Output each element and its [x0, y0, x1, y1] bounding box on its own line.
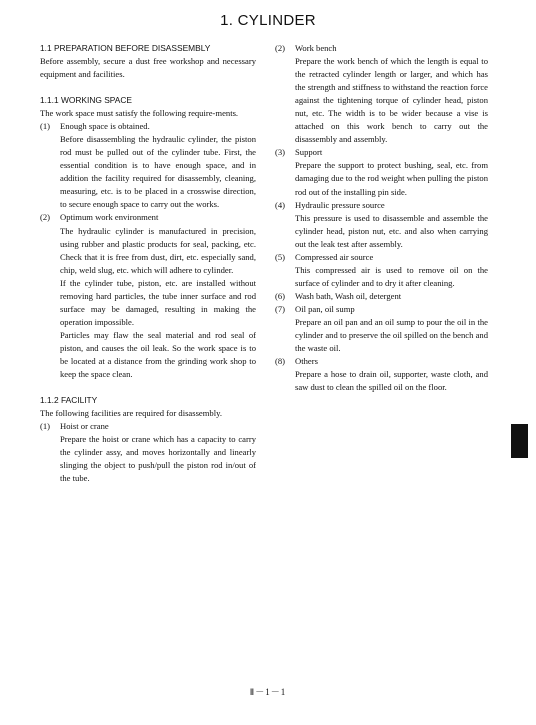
item-number: (3)	[275, 147, 286, 158]
item-title: Others	[295, 356, 318, 367]
item-title: Enough space is obtained.	[60, 121, 150, 132]
item-text: This pressure is used to disassemble and assemble the cylinder head, piston nut, etc. and also when carrying out the leak test after assembly.	[295, 212, 488, 249]
list-item-support	[275, 146, 488, 198]
list-item-compressed-air	[275, 251, 488, 290]
item-number: (1)	[40, 121, 51, 132]
list-item-hoist	[40, 420, 256, 485]
item-number: (8)	[275, 356, 286, 367]
item-text: Prepare the support to protect bushing, seal, etc. from damaging due to the rod weight when pulling the piston rod out of the installing pin side.	[295, 160, 488, 197]
item-title: Hydraulic pressure source	[295, 199, 385, 210]
list-item-others	[275, 355, 488, 394]
list-item-optimum-environment	[40, 211, 256, 381]
item-text: Before disassembling the hydraulic cylinder, the piston rod must be pulled out of the cylinder tube. First, the essential condition is to have enough space, and in addition the facility required for disassembly, cleaning, measuring, etc. is to be placed in a crosswise direction, to secure enough space to carry out the works.	[60, 134, 256, 210]
item-text: Prepare the hoist or crane which has a capacity to carry the cylinder assy, and moves horizontally and linearly slinging the object to push/pull the piston rod in/out of the tube.	[60, 434, 256, 484]
item-number: (4)	[275, 199, 286, 210]
list-item-oil-pan	[275, 303, 488, 355]
section-heading-facility: 1.1.2 FACILITY	[40, 395, 98, 406]
section-tab-marker	[511, 424, 528, 458]
item-text: Prepare the work bench of which the length is equal to the retracted cylinder length or larger, and which has the strength and stiffness to withstand the reaction force against the tightening torque of cylinder head, piston nut, etc. The width is to be wider because a vise is attached on this work bench to carry out the disassembly and assembly.	[295, 56, 488, 145]
item-text: Prepare a hose to drain oil, supporter, waste cloth, and saw dust to clean the spilled oil on the floor.	[295, 369, 488, 393]
preparation-text: Before assembly, secure a dust free workshop and necessary equipment and facilities.	[40, 56, 256, 80]
right-column	[275, 42, 488, 394]
section-heading-working-space: 1.1.1 WORKING SPACE	[40, 95, 132, 106]
item-text: Particles may flaw the seal material and rod seal of piston, and causes the oil leak. So the work space is to be located at a distance from the grinding work shop to keep the space clean.	[60, 329, 256, 380]
facility-intro: The following facilities are required for disassembly.	[40, 408, 222, 419]
item-title: Compressed air source	[295, 251, 374, 262]
item-title: Optimum work environment	[60, 212, 159, 223]
list-item-wash-bath	[275, 290, 488, 303]
item-text: The hydraulic cylinder is manufactured in precision, using rubber and plastic products for seal, packing, etc. Check that it is free from dust, dirt, etc. especially sand, chip, weld slug, etc. which will adhere to cylinder.	[60, 225, 256, 275]
item-text: This compressed air is used to remove oil on the surface of cylinder and to dry it after cleaning.	[295, 264, 488, 288]
item-number: (2)	[40, 212, 51, 223]
item-number: (2)	[275, 43, 286, 53]
left-column	[40, 42, 256, 485]
item-text: Prepare an oil pan and an oil sump to pour the oil in the cylinder and to preserve the oil spilled on the bench and the waste oil.	[295, 316, 488, 354]
item-title: Work bench	[295, 43, 337, 53]
item-number: (5)	[275, 251, 286, 262]
working-space-intro: The work space must satisfy the following require-ments.	[40, 108, 239, 119]
item-text: If the cylinder tube, piston, etc. are installed without removing hard particles, the tube inner surface and rod surface may be damaged, resulting in making the operation impossible.	[60, 277, 256, 327]
item-title: Hoist or crane	[60, 421, 109, 432]
list-item-hydraulic-source	[275, 199, 488, 251]
item-title: Support	[295, 147, 323, 158]
item-title: Oil pan, oil sump	[295, 303, 355, 314]
list-item-enough-space	[40, 120, 256, 211]
item-number: (6)	[275, 290, 286, 301]
section-heading-preparation: 1.1 PREPARATION BEFORE DISASSEMBLY	[40, 43, 211, 53]
page-number: Ⅱ－1－1	[249, 687, 287, 697]
item-number: (7)	[275, 303, 286, 314]
item-number: (1)	[40, 421, 51, 432]
list-item-work-bench	[275, 42, 488, 146]
item-title: Wash bath, Wash oil, detergent	[295, 290, 402, 301]
page-title: 1. CYLINDER	[220, 12, 316, 29]
